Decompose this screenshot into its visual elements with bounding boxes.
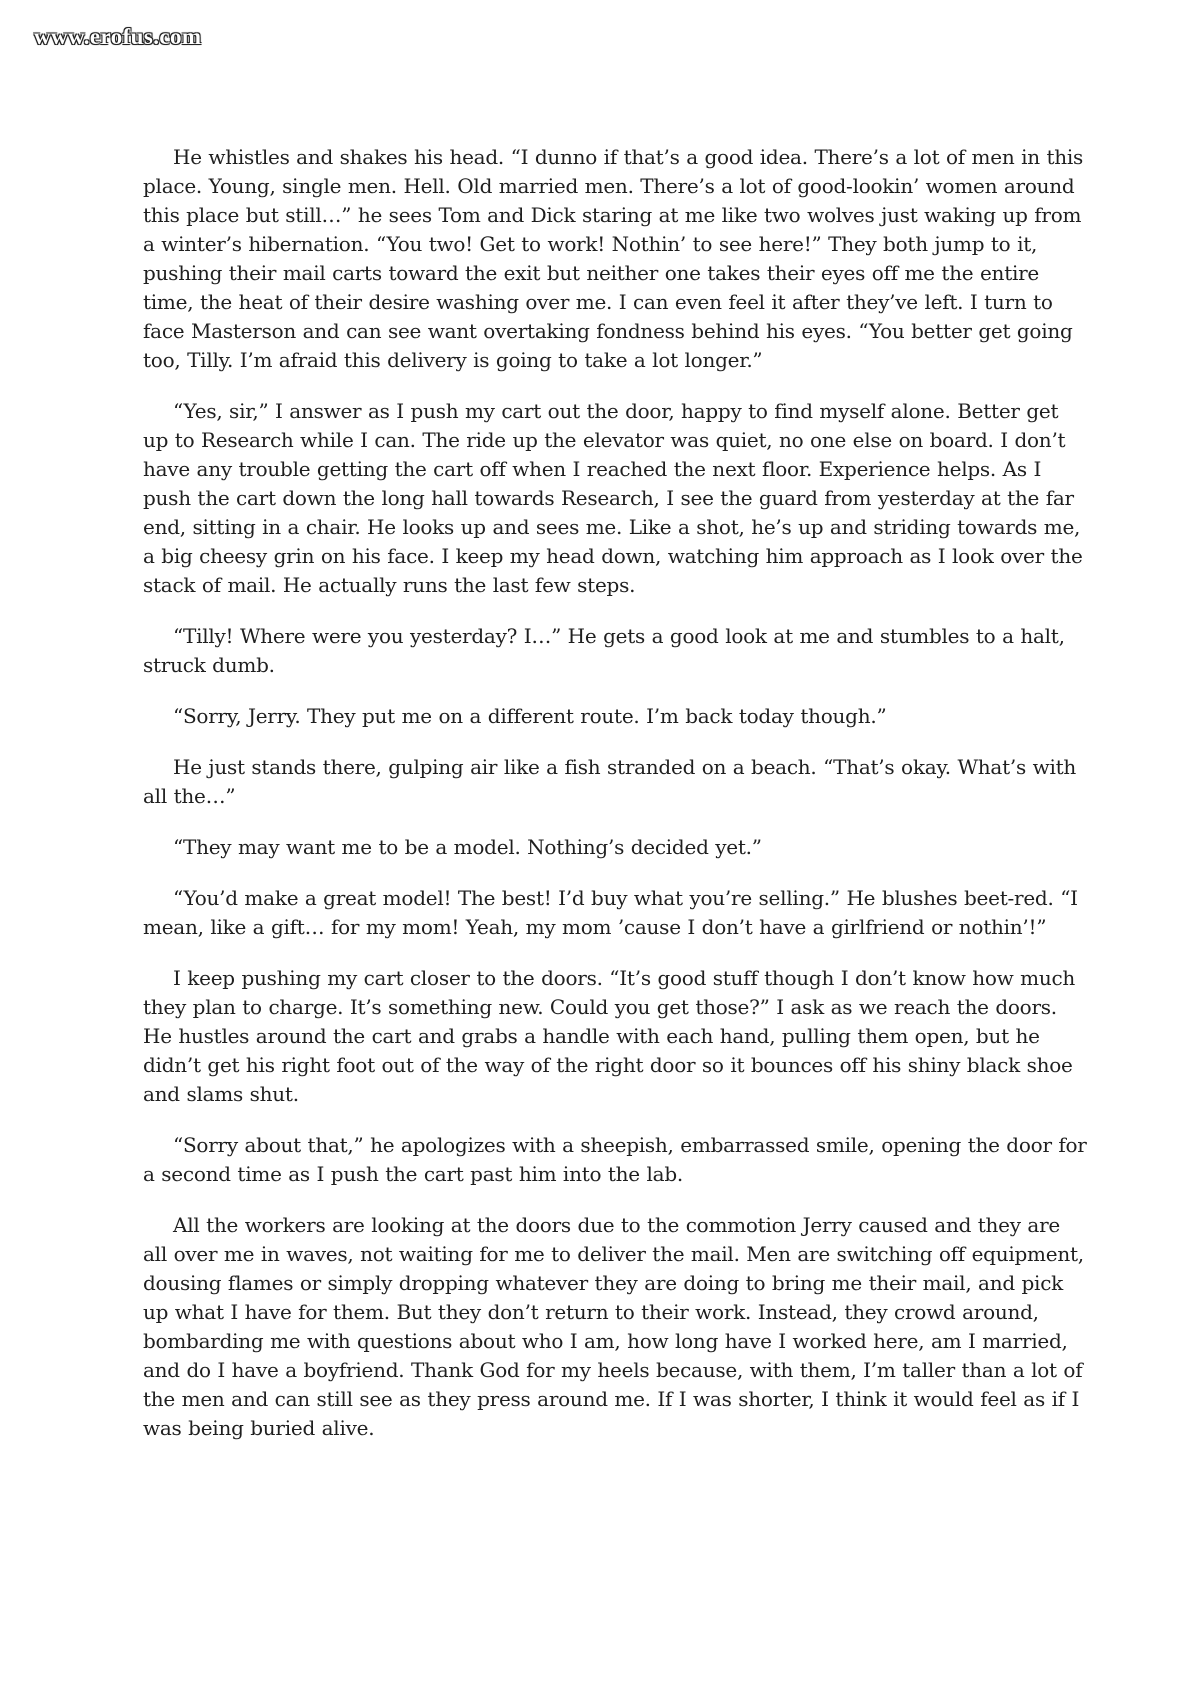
site-watermark: www.erofus.com [34,24,202,49]
paragraph: He just stands there, gulping air like a fish stranded on a beach. “That’s okay. What’s with all the…” [143,755,1077,808]
paragraph: I keep pushing my cart closer to the doors. “It’s good stuff though I don’t know how much they plan to charge. It’s something new. Could you get those?” I ask as we reach the doors. He hustles around the cart and grabs a handle with each hand, pulling them open, but he didn’t get his right foot out of the way of the right door so it bounces off his shiny black shoe and slams shut. [143,966,1076,1106]
paragraph: “They may want me to be a model. Nothing’s decided yet.” [173,835,762,859]
paragraph: “Yes, sir,” I answer as I push my cart out the door, happy to find myself alone. Better get up to Research while I can. The ride up the elevator was quiet, no one else on board. I don’t have any trouble getting the cart off when I reached the next floor. Experience helps. As I push the cart down the long hall towards Research, I see the guard from yesterday at the far end, sitting in a chair. He looks up and sees me. Like a shot, he’s up and striding towards me, a big cheesy grin on his face. I keep my head down, watching him approach as I look over the stack of mail. He actually runs the last few steps. [143,399,1083,597]
paragraph: “Sorry about that,” he apologizes with a sheepish, embarrassed smile, opening the door for a second time as I push the cart past him into the lab. [143,1133,1087,1186]
paragraph: “You’d make a great model! The best! I’d buy what you’re selling.” He blushes beet-red. “I mean, like a gift… for my mom! Yeah, my mom ’cause I don’t have a girlfriend or nothin’!” [143,886,1078,939]
paragraph: All the workers are looking at the doors due to the commotion Jerry caused and they are all over me in waves, not waiting for me to deliver the mail. Men are switching off equipment, dousing flames or simply dropping whatever they are doing to bring me their mail, and pick up what I have for them. But they don’t return to their work. Instead, they crowd around, bombarding me with questions about who I am, how long have I worked here, am I married, and do I have a boyfriend. Thank God for my heels because, with them, I’m taller than a lot of the men and can still see as they press around me. If I was shorter, I think it would feel as if I was being buried alive. [143,1213,1084,1440]
paragraph: “Tilly! Where were you yesterday? I…” He gets a good look at me and stumbles to a halt, struck dumb. [143,624,1065,677]
paragraph: He whistles and shakes his head. “I dunno if that’s a good idea. There’s a lot of men in this place. Young, single men. Hell. Old married men. There’s a lot of good-lookin’ women around this place but still…” he sees Tom and Dick staring at me like two wolves just waking up from a winter’s hibernation. “You two! Get to work! Nothin’ to see here!” They both jump to it, pushing their mail carts toward the exit but neither one takes their eyes off me the entire time, the heat of their desire washing over me. I can even feel it after they’ve left. I turn to face Masterson and can see want overtaking fondness behind his eyes. “You better get going too, Tilly. I’m afraid this delivery is going to take a lot longer.” [143,145,1084,372]
page-text [143,143,1088,1465]
paragraph: “Sorry, Jerry. They put me on a different route. I’m back today though.” [173,704,887,728]
